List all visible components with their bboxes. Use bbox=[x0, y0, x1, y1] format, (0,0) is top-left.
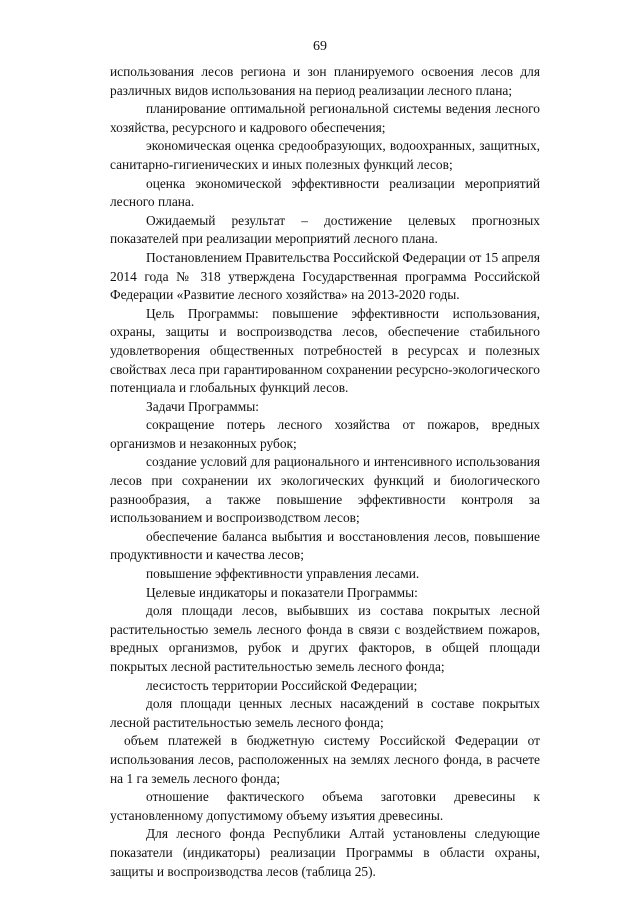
document-body bbox=[110, 63, 540, 881]
paragraph: отношение фактического объема заготовки древесины к установленному допустимому объему изъятия древесины. bbox=[110, 789, 540, 823]
paragraph: планирование оптимальной региональной системы ведения лесного хозяйства, ресурсного и кадрового обеспечения; bbox=[110, 101, 540, 135]
paragraph: доля площади лесов, выбывших из состава покрытых лесной растительностью земель лесного фонда в связи с воздействием пожаров, вредных организмов, рубок и других факторов, в общей площади покрытых лесной растительностью земель лесного фонда; bbox=[110, 603, 540, 674]
paragraph: Задачи Программы: bbox=[146, 398, 259, 414]
paragraph: повышение эффективности управления лесами. bbox=[146, 566, 420, 582]
paragraph: Постановлением Правительства Российской Федерации от 15 апреля 2014 года № 318 утверждена Государственная программа Российской Федерации «Развитие лесного хозяйства» на 2013-2020 годы. bbox=[110, 249, 540, 303]
page-number: 69 bbox=[313, 39, 327, 54]
paragraph: оценка экономической эффективности реализации мероприятий лесного плана. bbox=[110, 175, 540, 210]
paragraph: Цель Программы: повышение эффективности использования, охраны, защиты и воспроизводства лесов, обеспечение стабильного удовлетворения общественных потребностей в ресурсах и полезных свойствах леса при гарантированном сохранении ресурсно-экологического потенциала и глобальных функций лесов. bbox=[110, 305, 540, 396]
paragraph: экономическая оценка средообразующих, водоохранных, защитных, санитарно-гигиенических и иных полезных функций лесов; bbox=[110, 138, 540, 172]
paragraph: обеспечение баланса выбытия и восстановления лесов, повышение продуктивности и качества лесов; bbox=[110, 528, 540, 563]
paragraph: использования лесов региона и зон планируемого освоения лесов для различных видов использования на период реализации лесного плана; bbox=[110, 64, 540, 98]
paragraph: создание условий для рационального и интенсивного использования лесов при сохранении их экологических функций и биологического разнообразия, а также повышение эффективности контроля за использованием и воспроизводством лесов; bbox=[110, 454, 540, 526]
paragraph: Для лесного фонда Республики Алтай установлены следующие показатели (индикаторы) реализации Программы в области охраны, защиты и воспроизводства лесов (таблица 25). bbox=[110, 826, 540, 879]
paragraph: лесистость территории Российской Федерации; bbox=[146, 677, 418, 693]
paragraph: доля площади ценных лесных насаждений в составе покрытых лесной растительностью земель лесного фонда; bbox=[110, 696, 540, 730]
paragraph: объем платежей в бюджетную систему Российской Федерации от использования лесов, расположенных на землях лесного фонда, в расчете на 1 га земель лесного фонда; bbox=[110, 733, 540, 786]
paragraph: Ожидаемый результат – достижение целевых прогнозных показателей при реализации мероприятий лесного плана. bbox=[110, 212, 540, 247]
paragraph: Целевые индикаторы и показатели Программы: bbox=[146, 584, 418, 600]
paragraph: сокращение потерь лесного хозяйства от пожаров, вредных организмов и незаконных рубок; bbox=[110, 417, 540, 451]
